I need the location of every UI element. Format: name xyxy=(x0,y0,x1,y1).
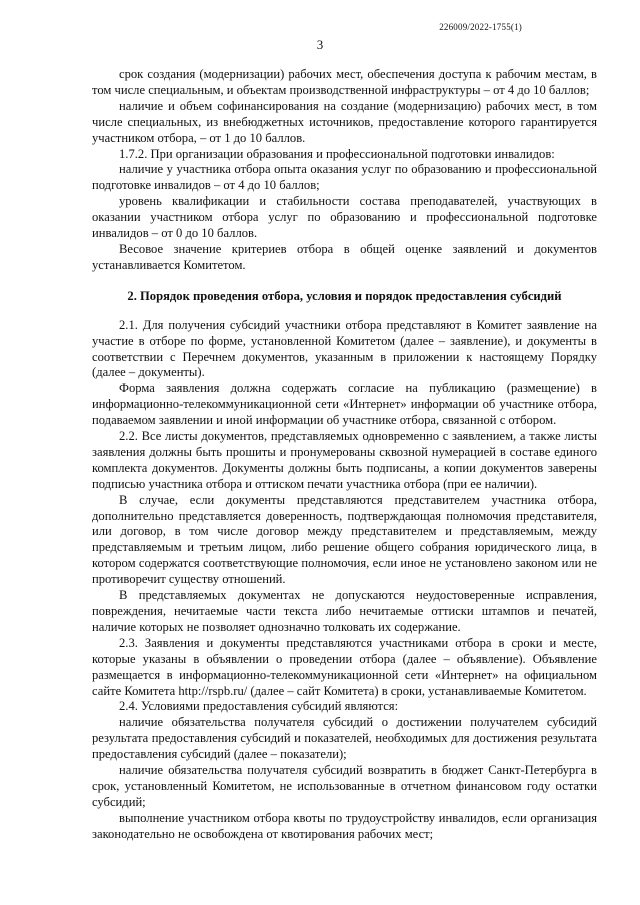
paragraph: В представляемых документах не допускаются неудостоверенные исправления, повреждения, нечитаемые части текста либо нечитаемые оттиски штампов и печатей, наличие которых не позволяет однозначно толковать их содержание. xyxy=(92,588,597,634)
paragraph: уровень квалификации и стабильности состава преподавателей, участвующих в оказании участником отбора услуг по образованию и профессиональной подготовке инвалидов – от 0 до 10 баллов. xyxy=(92,194,597,241)
paragraph: 2.4. Условиями предоставления субсидий являются: xyxy=(119,699,399,714)
document-number: 226009/2022-1755(1) xyxy=(439,22,522,32)
paragraph: срок создания (модернизации) рабочих мест, обеспечения доступа к рабочим местам, в том числе специальным, и объектам производственной инфраструктуры – от 4 до 10 баллов; xyxy=(92,67,597,97)
document-body xyxy=(92,67,597,843)
paragraph: Весовое значение критериев отбора в общей оценке заявлений и документов устанавливается Комитетом. xyxy=(92,241,597,272)
paragraph: наличие у участника отбора опыта оказания услуг по образованию и профессиональной подготовке инвалидов – от 4 до 10 баллов; xyxy=(92,162,597,193)
paragraph: 2.3. Заявления и документы представляются участниками отбора в сроки и месте, которые указаны в объявлении о проведении отбора (далее – объявление). Объявление размещается в информационно-телекоммуникационной сети «Интернет» на официальном сайте Комитета http://rspb.ru/ (далее – сайт Комитета) в сроки, устанавливаемые Комитетом. xyxy=(92,635,597,698)
paragraph: 1.7.2. При организации образования и профессиональной подготовки инвалидов: xyxy=(119,146,555,161)
paragraph: Форма заявления должна содержать согласие на публикацию (размещение) в информационно-телекоммуникационной сети «Интернет» информации об участнике отбора, подаваемом заявлении и иной информации об участнике отбора, связанной с отбором. xyxy=(92,381,597,428)
page-number: 3 xyxy=(316,37,324,52)
paragraph: наличие обязательства получателя субсидий возвратить в бюджет Санкт-Петербурга в срок, установленный Комитетом, не использованные в отчетном финансовом году остатки субсидий; xyxy=(92,763,597,809)
section-title: 2. Порядок проведения отбора, условия и порядок предоставления субсидий xyxy=(127,288,562,303)
paragraph: 2.2. Все листы документов, представляемых одновременно с заявлением, а также листы заявления должны быть прошиты и пронумерованы сквозной нумерацией в составе единого комплекта документов. Документы должны быть подписаны, а копии документов заверены подписью участника отбора и оттиском печати участника отбора (при ее наличии). xyxy=(92,429,597,491)
paragraph: выполнение участником отбора квоты по трудоустройству инвалидов, если организация законодательно не освобождена от квотирования рабочих мест; xyxy=(92,810,597,841)
paragraph: В случае, если документы представляются представителем участника отбора, дополнительно представляется доверенность, подтверждающая полномочия представителя, или договор, в том числе договор между представителем и представляемым, между представляемым и третьим лицом, либо решение общего собрания юридического лица, в котором содержатся соответствующие полномочия, если иное не установлено законом или не противоречит существу отношений. xyxy=(92,492,597,587)
paragraph: наличие обязательства получателя субсидий о достижении получателем субсидий результата предоставления субсидий и показателей, необходимых для достижения результата предоставления субсидий (далее – показатели); xyxy=(92,715,597,762)
paragraph: 2.1. Для получения субсидий участники отбора представляют в Комитет заявление на участие в отборе по форме, установленной Комитетом (далее – заявление), и документы в соответствии с Перечнем документов, указанным в приложении к настоящему Порядку (далее – документы). xyxy=(92,317,597,380)
paragraph: наличие и объем софинансирования на создание (модернизацию) рабочих мест, в том числе специальных, из внебюджетных источников, предоставление которого гарантируется участником отбора, – от 1 до 10 баллов. xyxy=(92,98,597,145)
